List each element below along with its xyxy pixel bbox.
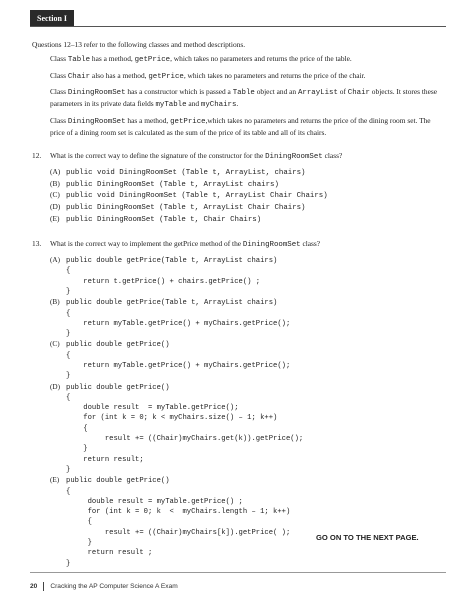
- code-text: public double getPrice(): [66, 383, 170, 392]
- class-description: [50, 87, 444, 111]
- code-line: [66, 403, 444, 413]
- code-text: {: [66, 487, 71, 496]
- answer-choice: [50, 179, 444, 191]
- answer-choice: [50, 190, 444, 202]
- option-signature: [50, 382, 444, 393]
- code-term: Chair: [347, 89, 370, 98]
- text-run: and: [186, 99, 201, 109]
- text-run: also has a method,: [90, 70, 149, 80]
- page-footer: [30, 582, 178, 591]
- code-text: public double getPrice(): [66, 477, 170, 486]
- code-term: DiningRoomSet: [242, 241, 301, 250]
- code-text: }: [66, 559, 71, 568]
- code-term: myTable: [155, 101, 187, 110]
- choice-label: (B): [50, 298, 60, 307]
- text-run: has a method,: [125, 115, 171, 125]
- code-term: getPrice: [170, 117, 206, 126]
- text-run: class?: [322, 151, 343, 161]
- code-text: }: [66, 465, 71, 474]
- code-line: [66, 309, 444, 319]
- code-text: {: [66, 424, 88, 433]
- code-line: [66, 434, 444, 444]
- text-run: , which takes no parameters and returns the price of the chair.: [183, 70, 366, 80]
- class-description: [50, 54, 444, 66]
- code-text: return t.getPrice() + chairs.getPrice() ;: [66, 277, 261, 286]
- choice-label: (C): [50, 340, 60, 349]
- question-number: 12.: [32, 151, 42, 161]
- code-term: DiningRoomSet: [67, 89, 126, 98]
- question-text: [50, 151, 342, 160]
- text-run: has a constructor which is passed a: [125, 87, 233, 97]
- code-term: myChairs: [200, 101, 237, 110]
- choice-code: public void DiningRoomSet (Table t, ArrayList, chairs): [66, 169, 306, 178]
- code-text: return myTable.getPrice() + myChairs.getPrice();: [66, 319, 291, 328]
- code-term: Table: [67, 55, 91, 64]
- code-text: for (int k = 0; k < myChairs.length – 1; k++): [66, 508, 291, 517]
- code-text: return result ;: [66, 549, 153, 558]
- text-run: What is the correct way to define the signature of the constructor for the: [50, 151, 266, 161]
- code-text: {: [66, 351, 71, 360]
- choice-code: public DiningRoomSet (Table t, ArrayList chairs): [66, 180, 279, 189]
- text-run: What is the correct way to implement the getPrice method of the: [50, 239, 243, 249]
- choice-label: (D): [50, 382, 60, 391]
- code-line: [66, 444, 444, 454]
- code-line: [66, 266, 444, 276]
- code-line: [66, 548, 444, 558]
- code-line: [66, 465, 444, 475]
- answer-choice: [50, 167, 444, 179]
- text-run: of: [337, 87, 348, 97]
- choice-label: (B): [50, 178, 60, 188]
- page-content: [32, 40, 444, 569]
- answer-choice: [50, 214, 444, 226]
- code-term: getPrice: [148, 72, 184, 81]
- questions-intro: Questions 12–13 refer to the following classes and method descriptions.: [32, 40, 246, 49]
- code-line: [66, 319, 444, 329]
- choice-label: (D): [50, 202, 61, 211]
- code-line: [66, 507, 444, 517]
- text-run: Class: [50, 87, 68, 97]
- text-run: has a method,: [90, 53, 135, 63]
- code-line: [66, 371, 444, 381]
- code-text: return myTable.getPrice() + myChairs.getPrice();: [66, 361, 291, 370]
- class-description: [50, 71, 444, 83]
- code-term: Table: [232, 89, 255, 98]
- code-line: [66, 287, 444, 297]
- choice-label: (A): [50, 167, 61, 177]
- code-text: result += ((Chair)myChairs[k]).getPrice( );: [66, 528, 291, 537]
- code-line: [66, 351, 444, 361]
- code-text: }: [66, 287, 71, 296]
- class-descriptions: [32, 54, 444, 138]
- text-run: ,which takes no parameters and returns the price of the dining room set. The price of a dining room set is calculated as the sum of the price of its table and all of its chairs.: [50, 115, 431, 137]
- code-line: [66, 487, 444, 497]
- code-term: DiningRoomSet: [67, 117, 126, 126]
- code-text: double result = myTable.getPrice();: [66, 404, 239, 413]
- question-number: 13.: [32, 239, 42, 249]
- code-line: [66, 497, 444, 507]
- code-term: ArrayList: [297, 89, 338, 98]
- book-title: Cracking the AP Computer Science A Exam: [50, 583, 178, 590]
- choice-code: public DiningRoomSet (Table t, ArrayList Chair Chairs): [66, 204, 306, 212]
- question-13-stem: [32, 239, 444, 251]
- code-text: for (int k = 0; k < myChairs.size() – 1; k++): [66, 414, 278, 423]
- text-run: objects. It stores these parameters in its private data fields: [50, 87, 438, 109]
- page-number: 20: [30, 583, 38, 590]
- choice-label: (E): [50, 213, 60, 223]
- text-run: Class: [50, 115, 68, 125]
- text-run: Class: [50, 53, 68, 63]
- code-text: }: [66, 372, 71, 381]
- text-run: object and an: [254, 87, 298, 97]
- code-line: [66, 361, 444, 371]
- question-12-stem: [32, 151, 444, 163]
- option-signature: [50, 339, 444, 350]
- option-signature: [50, 475, 444, 486]
- question-13-options: [50, 255, 444, 569]
- code-line: [66, 393, 444, 403]
- code-line: [66, 517, 444, 527]
- code-text: {: [66, 309, 71, 318]
- text-run: , which takes no parameters and returns the price of the table.: [170, 53, 352, 63]
- go-on-notice: GO ON TO THE NEXT PAGE.: [316, 533, 419, 542]
- code-line: [66, 424, 444, 434]
- footer-divider: [43, 582, 44, 591]
- text-run: .: [236, 99, 239, 109]
- code-term: Chair: [67, 72, 91, 81]
- code-text: double result = myTable.getPrice() ;: [66, 497, 243, 506]
- text-run: Class: [50, 70, 68, 80]
- code-term: DiningRoomSet: [265, 153, 323, 162]
- answer-choice: [50, 202, 444, 214]
- choice-label: (A): [50, 256, 60, 265]
- code-text: return result;: [66, 455, 144, 464]
- footer-rule: [30, 572, 446, 573]
- option-signature: [50, 255, 444, 266]
- code-text: }: [66, 445, 88, 454]
- text-run: class?: [300, 239, 321, 249]
- code-line: [66, 559, 444, 569]
- code-text: public double getPrice(Table t, ArrayList chairs): [66, 299, 278, 308]
- code-text: }: [66, 330, 71, 339]
- code-text: {: [66, 518, 92, 527]
- section-tab: [30, 10, 74, 26]
- code-line: [66, 455, 444, 465]
- choice-label: (E): [50, 476, 60, 485]
- question-text: [50, 239, 320, 248]
- code-line: [66, 277, 444, 287]
- code-text: public double getPrice(): [66, 341, 170, 350]
- class-description: [50, 116, 444, 138]
- section-label: Section I: [37, 13, 67, 23]
- choice-label: (C): [50, 190, 60, 200]
- code-text: {: [66, 267, 71, 276]
- choice-code: public void DiningRoomSet (Table t, ArrayList Chair Chairs): [66, 192, 328, 201]
- code-line: [66, 329, 444, 339]
- code-term: getPrice: [134, 55, 171, 64]
- choice-code: public DiningRoomSet (Table t, Chair Chairs): [66, 215, 262, 224]
- code-text: public double getPrice(Table t, ArrayList chairs): [66, 257, 278, 266]
- code-text: result += ((Chair)myChairs.get(k)).getPrice();: [66, 435, 304, 444]
- option-signature: [50, 297, 444, 308]
- code-text: }: [66, 539, 92, 548]
- code-text: {: [66, 393, 71, 402]
- top-rule: [30, 26, 446, 27]
- code-line: [66, 413, 444, 423]
- question-12-choices: [50, 167, 444, 225]
